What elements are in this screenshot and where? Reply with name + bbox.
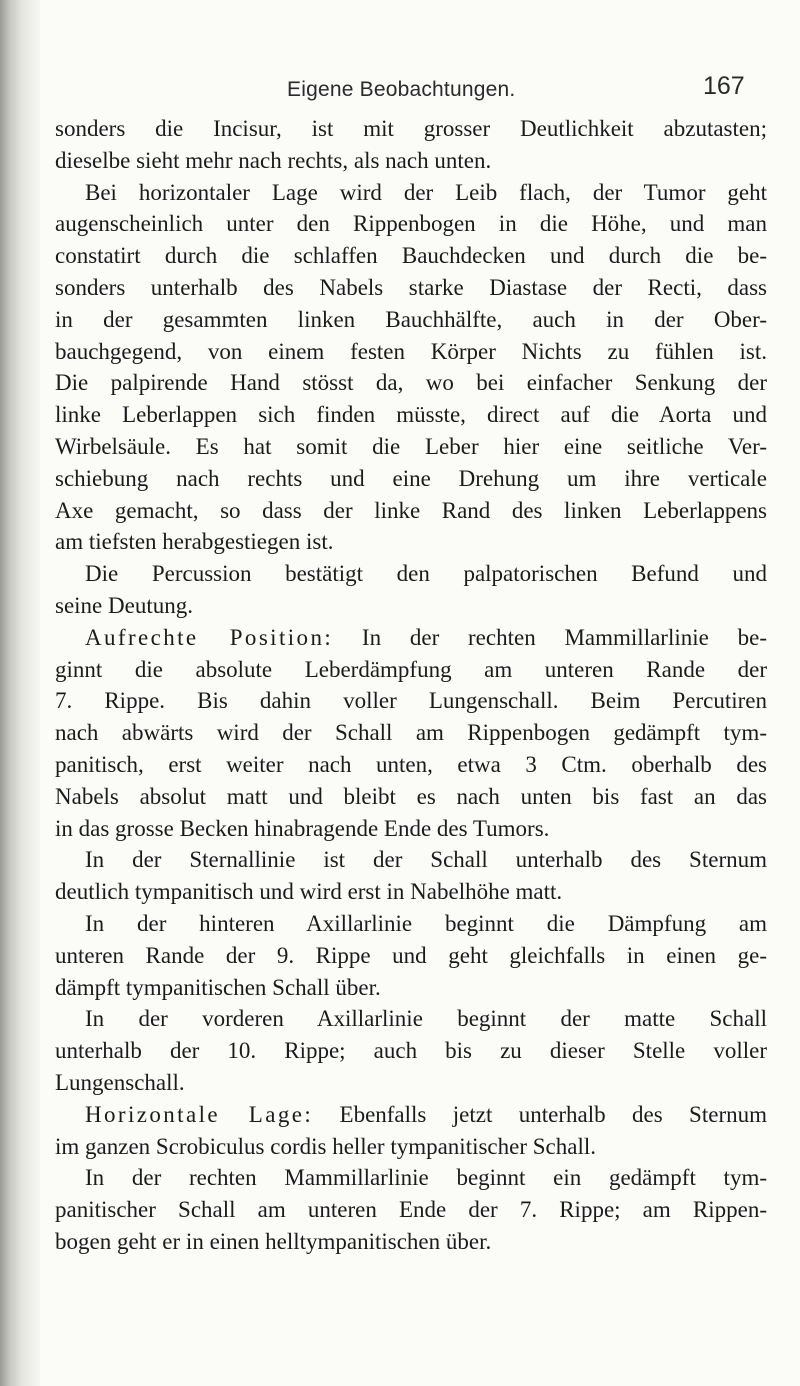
text-line: in der gesammten linken Bauchhälfte, auch in der Ober-	[55, 306, 767, 332]
text-line: ginnt die absolute Leberdämpfung am unteren Rande der	[55, 656, 767, 682]
text-line: unteren Rande der 9. Rippe und geht gleichfalls in einen ge-	[55, 942, 767, 968]
section-heading-line: Aufrechte Position: In der rechten Mammillarlinie be-	[85, 624, 767, 650]
text-line: 7. Rippe. Bis dahin voller Lungenschall. Beim Percutiren	[55, 688, 767, 714]
text-line: im ganzen Scrobiculus cordis heller tympanitischer Schall.	[55, 1133, 596, 1159]
section-label-upright: Aufrechte Position:	[85, 624, 334, 650]
text-line: Wirbelsäule. Es hat somit die Leber hier eine seitliche Ver-	[55, 433, 767, 459]
text-line: panitisch, erst weiter nach unten, etwa 3 Ctm. oberhalb des	[55, 751, 767, 777]
page-number: 167	[703, 72, 745, 100]
text-line: in das grosse Becken hinabragende Ende des Tumors.	[55, 815, 550, 841]
text-line: constatirt durch die schlaffen Bauchdecken und durch die be-	[55, 243, 767, 269]
text-line: unterhalb der 10. Rippe; auch bis zu dieser Stelle voller	[55, 1038, 767, 1064]
text-line: bogen geht er in einen helltympanitischen über.	[55, 1228, 492, 1254]
text-line: Nabels absolut matt und bleibt es nach unten bis fast an das	[55, 783, 767, 809]
text-line: Lungenschall.	[55, 1069, 185, 1095]
text-line: Die palpirende Hand stösst da, wo bei einfacher Senkung der	[55, 370, 767, 396]
text-line: augenscheinlich unter den Rippenbogen in die Höhe, und man	[55, 211, 767, 237]
text-line: am tiefsten herabgestiegen ist.	[55, 529, 334, 555]
page-binding-shadow	[0, 0, 40, 1386]
text-line: Axe gemacht, so dass der linke Rand des linken Leberlappens	[55, 497, 767, 523]
text-line: dämpft tympanitischen Schall über.	[55, 974, 381, 1000]
text-line: panitischer Schall am unteren Ende der 7. Rippe; am Rippen-	[55, 1197, 767, 1223]
section-heading-line: Horizontale Lage: Ebenfalls jetzt unterhalb des Sternum	[85, 1101, 767, 1127]
text-line: schiebung nach rechts und eine Drehung um ihre verticale	[55, 465, 767, 491]
running-title: Eigene Beobachtungen.	[287, 78, 516, 101]
section-label-horizontal: Horizontale Lage:	[85, 1101, 314, 1127]
text-line: dieselbe sieht mehr nach rechts, als nach unten.	[55, 147, 492, 173]
text-line: nach abwärts wird der Schall am Rippenbogen gedämpft tym-	[55, 720, 767, 746]
body-text	[55, 113, 767, 1258]
text-line: linke Leberlappen sich finden müsste, direct auf die Aorta und	[55, 402, 767, 428]
paragraph-start-line: In der hinteren Axillarlinie beginnt die Dämpfung am	[85, 910, 767, 936]
text-line: deutlich tympanitisch und wird erst in Nabelhöhe matt.	[55, 879, 563, 905]
text-line: bauchgegend, von einem festen Körper Nichts zu fühlen ist.	[55, 338, 767, 364]
paragraph-start-line: Bei horizontaler Lage wird der Leib flach, der Tumor geht	[85, 179, 767, 205]
paragraph-start-line: Die Percussion bestätigt den palpatorischen Befund und	[85, 561, 767, 587]
text-line: sonders unterhalb des Nabels starke Diastase der Recti, dass	[55, 274, 767, 300]
paragraph-start-line: In der vorderen Axillarlinie beginnt der matte Schall	[85, 1006, 767, 1032]
text-line: sonders die Incisur, ist mit grosser Deutlichkeit abzutasten;	[55, 116, 767, 141]
paragraph-start-line: In der rechten Mammillarlinie beginnt ein gedämpft tym-	[85, 1165, 767, 1191]
text-line: seine Deutung.	[55, 592, 193, 618]
paragraph-start-line: In der Sternallinie ist der Schall unterhalb des Sternum	[85, 847, 767, 873]
